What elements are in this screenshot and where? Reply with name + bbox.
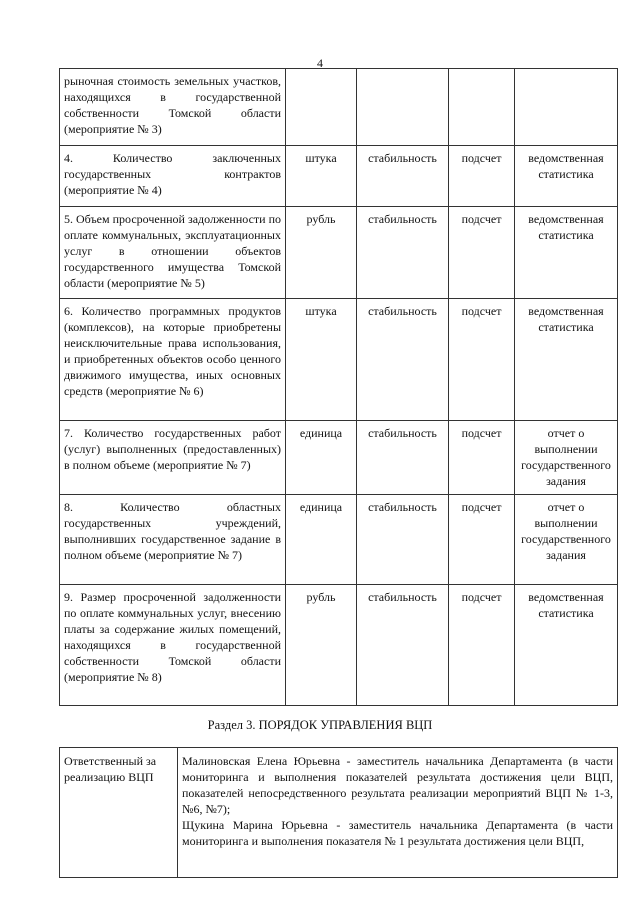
indicators-table <box>59 68 618 706</box>
table-row <box>60 748 618 878</box>
page-number: 4 <box>317 56 323 70</box>
table-row <box>60 207 618 299</box>
indicator-dynamics: стабильность <box>357 299 449 421</box>
indicator-source: отчет о выполнении государственного задания <box>515 421 618 495</box>
table-row <box>60 421 618 495</box>
table-row <box>60 146 618 207</box>
indicator-source: ведомственная статистика <box>515 585 618 706</box>
indicator-unit: рубль <box>286 585 357 706</box>
indicator-unit: штука <box>286 299 357 421</box>
responsible-person-2: Щукина Марина Юрьевна - заместитель начальника Департамента (в части мониторинга и выполнения показателя № 1 результата достижения цели ВЦП, <box>182 818 613 848</box>
indicator-method: подсчет <box>449 585 515 706</box>
table-row <box>60 585 618 706</box>
indicator-unit <box>286 69 357 146</box>
indicator-dynamics: стабильность <box>357 495 449 585</box>
responsible-label: Ответственный за реализацию ВЦП <box>60 748 178 878</box>
table-row <box>60 299 618 421</box>
indicator-name: 6. Количество программных продуктов (комплексов), на которые приобретены неисключительные права использования, и приобретенных объектов особо ценного движимого имущества, иных основных средств (мероприятие № 6) <box>60 299 286 421</box>
management-table <box>59 747 618 878</box>
indicator-dynamics: стабильность <box>357 421 449 495</box>
indicator-name: 4. Количество заключенных государственных контрактов (мероприятие № 4) <box>60 146 286 207</box>
indicator-method <box>449 69 515 146</box>
indicator-source: ведомственная статистика <box>515 207 618 299</box>
indicator-name: 9. Размер просроченной задолженности по оплате коммунальных услуг, внесению платы за содержание жилых помещений, находящихся в государственной собственности Томской области (мероприятие № 8) <box>60 585 286 706</box>
section-title: Раздел 3. ПОРЯДОК УПРАВЛЕНИЯ ВЦП <box>207 718 433 732</box>
indicator-dynamics: стабильность <box>357 146 449 207</box>
indicator-method: подсчет <box>449 421 515 495</box>
indicator-name: рыночная стоимость земельных участков, находящихся в государственной собственности Томской области (мероприятие № 3) <box>60 69 286 146</box>
indicator-dynamics <box>357 69 449 146</box>
indicator-dynamics: стабильность <box>357 207 449 299</box>
indicator-method: подсчет <box>449 207 515 299</box>
indicator-source <box>515 69 618 146</box>
responsible-person-1: Малиновская Елена Юрьевна - заместитель начальника Департамента (в части мониторинга и выполнения показателей результата достижения цели ВЦП, показателей непосредственного результата реализации мероприятий ВЦП № 1-3, №6, №7); <box>182 754 613 816</box>
responsible-description <box>178 748 618 878</box>
indicator-unit: единица <box>286 495 357 585</box>
table-row <box>60 495 618 585</box>
indicator-source: отчет о выполнении государственного задания <box>515 495 618 585</box>
indicator-unit: рубль <box>286 207 357 299</box>
indicator-source: ведомственная статистика <box>515 299 618 421</box>
indicator-name: 8. Количество областных государственных учреждений, выполнивших государственное задание в полном объеме (мероприятие № 7) <box>60 495 286 585</box>
indicator-unit: единица <box>286 421 357 495</box>
indicator-method: подсчет <box>449 495 515 585</box>
indicator-dynamics: стабильность <box>357 585 449 706</box>
indicator-method: подсчет <box>449 146 515 207</box>
indicator-source: ведомственная статистика <box>515 146 618 207</box>
indicator-name: 7. Количество государственных работ (услуг) выполненных (предоставленных) в полном объеме (мероприятие № 7) <box>60 421 286 495</box>
table-row <box>60 69 618 146</box>
indicator-unit: штука <box>286 146 357 207</box>
indicator-method: подсчет <box>449 299 515 421</box>
indicator-name: 5. Объем просроченной задолженности по оплате коммунальных, эксплуатационных услуг в отношении объектов государственного имущества Томской области (мероприятие № 5) <box>60 207 286 299</box>
